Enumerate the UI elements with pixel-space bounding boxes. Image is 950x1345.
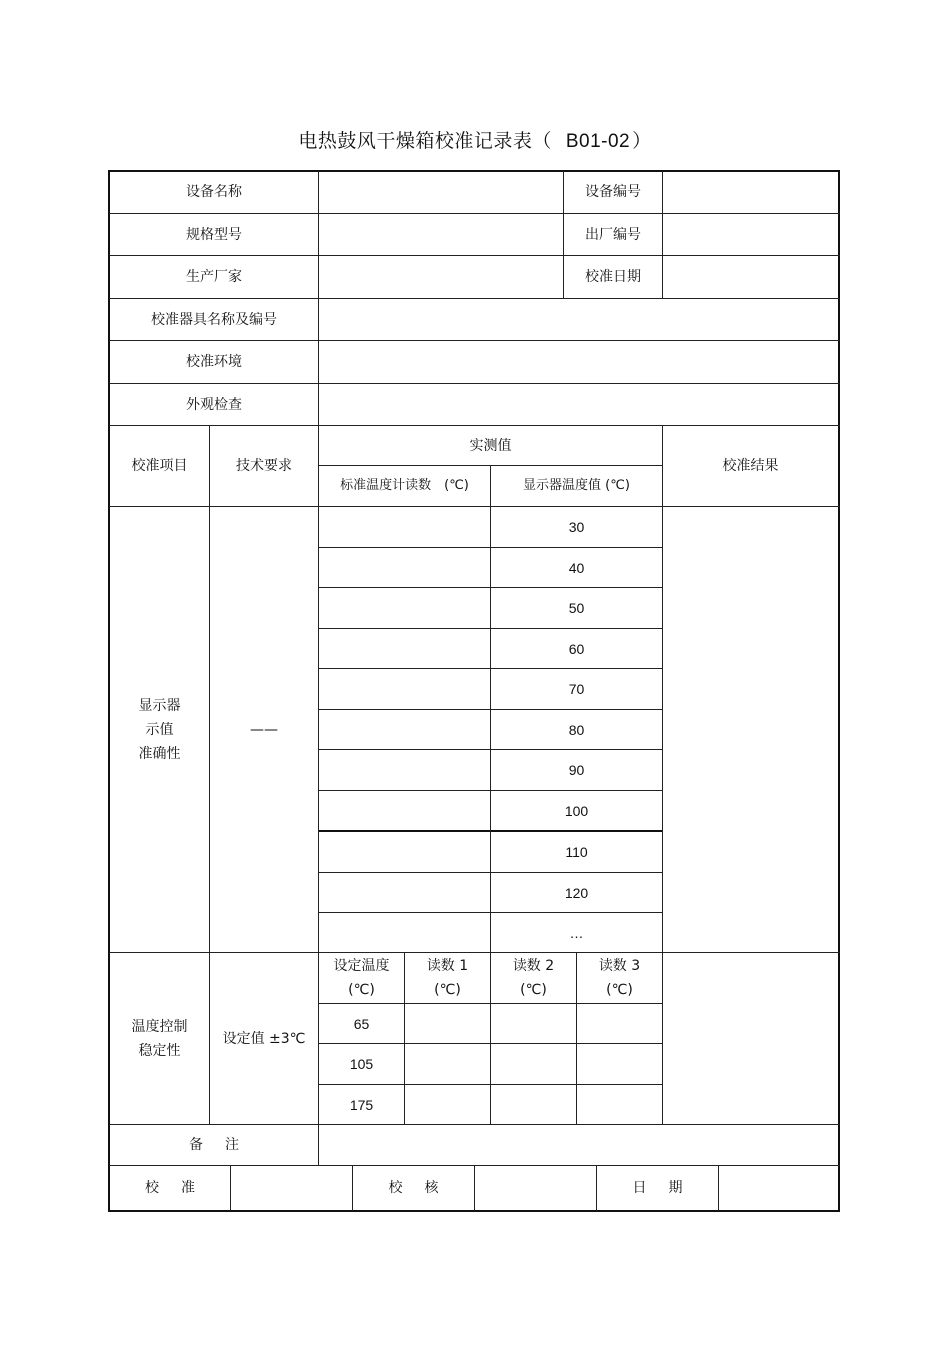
temp-stability-item bbox=[110, 953, 209, 1124]
col-head-requirement: 技术要求 bbox=[236, 458, 292, 474]
head-reading-2-l1: 读数 2 bbox=[512, 958, 555, 974]
display-accuracy-line-1: 显示器 bbox=[138, 697, 181, 714]
head-reading-1-l1: 读数 1 bbox=[426, 958, 469, 974]
display-point: 30 bbox=[568, 519, 585, 535]
std-reading-field[interactable] bbox=[319, 507, 490, 547]
manufacturer-field[interactable] bbox=[319, 256, 563, 298]
display-point: 120 bbox=[564, 884, 589, 901]
col-head-result: 校准结果 bbox=[722, 458, 779, 474]
model-label: 规格型号 bbox=[186, 226, 242, 243]
calibrate-field[interactable] bbox=[231, 1166, 352, 1210]
set-point: 65 bbox=[353, 1015, 370, 1032]
factory-no-field[interactable] bbox=[663, 214, 838, 255]
remark-field[interactable] bbox=[319, 1125, 838, 1165]
equipment-no-field[interactable] bbox=[663, 171, 838, 213]
col-head-display-reading: 显示器温度值 (℃) bbox=[523, 478, 630, 493]
equipment-name-label: 设备名称 bbox=[186, 184, 242, 200]
display-accuracy-line-2: 示值 bbox=[145, 721, 174, 738]
display-accuracy-result-field[interactable] bbox=[663, 507, 838, 952]
temp-stability-line-2: 稳定性 bbox=[138, 1042, 181, 1059]
equipment-no-label: 设备编号 bbox=[585, 184, 641, 200]
set-point: 105 bbox=[349, 1056, 374, 1072]
calib-tool-label: 校准器具名称及编号 bbox=[151, 311, 277, 328]
environment-field[interactable] bbox=[319, 341, 838, 383]
calibrate-label: 校准 bbox=[145, 1180, 217, 1196]
display-point: 60 bbox=[568, 640, 585, 657]
col-head-measured: 实测值 bbox=[469, 437, 512, 454]
head-reading-1-l2: (℃) bbox=[434, 982, 461, 998]
calib-date-label: 校准日期 bbox=[585, 269, 641, 285]
calib-date-field[interactable] bbox=[663, 256, 838, 298]
appearance-field[interactable] bbox=[319, 384, 838, 425]
title-code: B01-02 bbox=[565, 131, 631, 152]
set-point: 175 bbox=[349, 1096, 374, 1113]
manufacturer-label: 生产厂家 bbox=[186, 269, 242, 285]
review-label: 校核 bbox=[388, 1180, 461, 1196]
col-head-item: 校准项目 bbox=[131, 458, 188, 474]
title-main: 电热鼓风干燥箱校准记录表（ bbox=[298, 130, 552, 152]
col-head-std-reading: 标准温度计读数 (℃) bbox=[340, 478, 469, 493]
display-point: 80 bbox=[568, 721, 585, 738]
display-point: 90 bbox=[568, 762, 585, 778]
display-accuracy-line-3: 准确性 bbox=[138, 745, 181, 762]
border-right bbox=[838, 170, 840, 1212]
display-accuracy-requirement: —— bbox=[250, 721, 278, 738]
remark-label: 备注 bbox=[189, 1137, 261, 1153]
head-reading-2-l2: (℃) bbox=[520, 982, 547, 998]
temp-stability-line-1: 温度控制 bbox=[131, 1018, 188, 1035]
temp-stability-result-field[interactable] bbox=[663, 953, 838, 1124]
model-field[interactable] bbox=[319, 214, 563, 255]
display-point: 40 bbox=[568, 559, 585, 576]
factory-no-label: 出厂编号 bbox=[585, 226, 641, 243]
head-reading-2 bbox=[491, 953, 576, 1003]
head-reading-3 bbox=[577, 953, 662, 1003]
calib-tool-field[interactable] bbox=[319, 299, 838, 340]
display-point: … bbox=[569, 924, 584, 941]
temp-stability-requirement: 设定值 ±3℃ bbox=[222, 1030, 306, 1047]
appearance-label: 外观检查 bbox=[186, 396, 242, 413]
environment-label: 校准环境 bbox=[186, 354, 242, 370]
display-point: 50 bbox=[568, 600, 585, 616]
head-set-temp bbox=[319, 953, 404, 1003]
head-set-temp-l1: 设定温度 bbox=[333, 958, 390, 974]
title-close: ） bbox=[632, 130, 652, 152]
date-field[interactable] bbox=[719, 1166, 838, 1210]
date-label: 日期 bbox=[632, 1180, 705, 1196]
head-reading-3-l1: 读数 3 bbox=[598, 958, 641, 974]
display-point: 100 bbox=[564, 802, 589, 819]
head-reading-1 bbox=[405, 953, 490, 1003]
display-accuracy-item bbox=[110, 507, 209, 952]
display-point: 110 bbox=[565, 844, 588, 860]
equipment-name-field[interactable] bbox=[319, 171, 563, 213]
head-reading-3-l2: (℃) bbox=[606, 982, 633, 998]
display-point: 70 bbox=[568, 681, 585, 697]
review-field[interactable] bbox=[475, 1166, 596, 1210]
head-set-temp-l2: (℃) bbox=[348, 982, 375, 998]
